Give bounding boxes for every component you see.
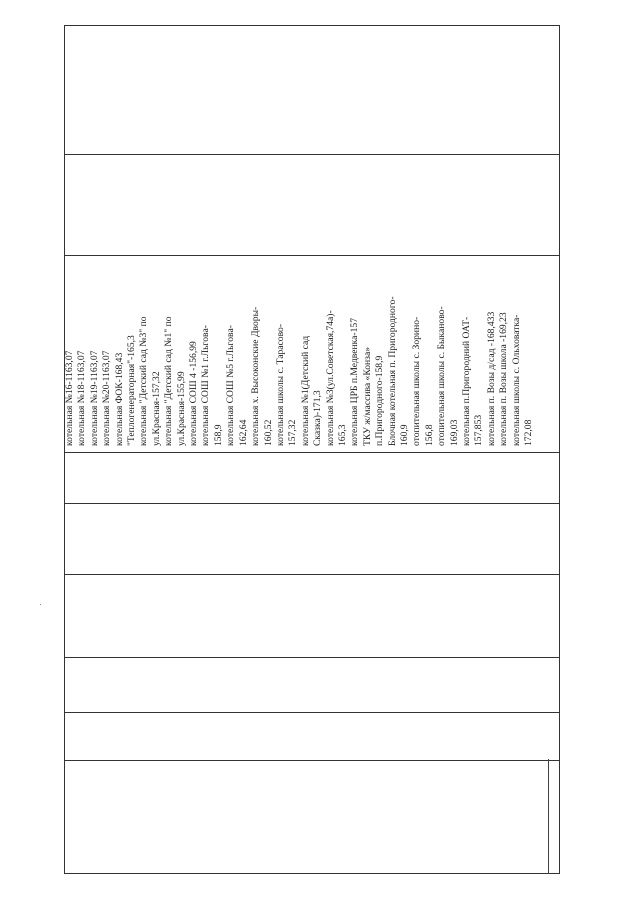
boiler-line: котельная п. Возы школа -169,23 <box>498 312 510 446</box>
boiler-line: котельная №20-1163,07 <box>101 350 113 446</box>
boiler-line: отопительная школы с. Быканово- <box>436 306 448 446</box>
boiler-line: котельная СОШ 4 -156,99 <box>188 341 200 446</box>
boiler-line: ул.Красная-157,32 <box>150 371 162 446</box>
row-divider <box>64 452 560 453</box>
boiler-line: котельная х. Высоконские Дворы- <box>250 306 262 446</box>
boiler-line: котельная школы с. Тарасово- <box>274 323 286 446</box>
boiler-line: котельная №3(ул.Советская,74а)- <box>324 310 336 446</box>
boiler-line: ТКУ ж/массива «Конза» <box>361 346 373 446</box>
row-divider <box>64 760 560 761</box>
row-divider <box>64 712 560 713</box>
boiler-line: котельная СОШ №5 г.Льгова- <box>225 325 237 446</box>
boiler-line: котельная ЦРБ п.Медвенка-157 <box>349 317 361 446</box>
row-divider <box>64 503 560 504</box>
row-divider <box>64 574 560 575</box>
boiler-list-cell <box>64 255 560 452</box>
boiler-line: котельная №18-1163,07 <box>76 350 88 446</box>
boiler-line: 157,32 <box>287 419 299 446</box>
boiler-line: котельная "Детский сад №3" по <box>138 316 150 446</box>
boiler-line: 160,9 <box>398 424 410 446</box>
boiler-line: котельная №16-1163,07 <box>64 350 75 446</box>
boiler-line: отопительная школы с. Зорино- <box>411 316 423 446</box>
boiler-line: "Теплогенераторная"-165,3 <box>126 335 138 446</box>
boiler-line: котельная "Детский сад №1" по <box>163 316 175 446</box>
boiler-line: 172,08 <box>523 419 535 446</box>
boiler-line: 165,3 <box>336 424 348 446</box>
boiler-line: 158,9 <box>212 424 224 446</box>
boiler-line: 162,64 <box>237 419 249 446</box>
column-divider <box>548 759 549 874</box>
row-divider <box>64 657 560 658</box>
boiler-line: 160,52 <box>262 419 274 446</box>
boiler-line: ул.Красная-155,99 <box>175 371 187 446</box>
boiler-line: котельная №1(Детский сад <box>299 335 311 446</box>
scan-speck <box>40 604 41 605</box>
boiler-line: котельная ФОК-168,43 <box>113 352 125 446</box>
boiler-line: Сказка)-171,3 <box>312 390 324 446</box>
boiler-line: котельная СОШ №1 г.Льгова- <box>200 325 212 446</box>
boiler-list-text <box>64 261 560 446</box>
rotated-cell-content <box>64 255 560 452</box>
boiler-line: котельная №19-1163,07 <box>88 350 100 446</box>
boiler-line: п.Пригородного-158,9 <box>374 355 386 446</box>
boiler-line: 169,03 <box>448 419 460 446</box>
boiler-line: Блочная котельная п. Пригородного- <box>386 296 398 446</box>
row-divider <box>64 154 560 155</box>
boiler-line: 157,853 <box>473 414 485 446</box>
boiler-list-lines <box>64 261 560 446</box>
boiler-line: котельная п.Пригородний ОАТ- <box>461 316 472 446</box>
boiler-line: котельная п. Возы д/сад -168,433 <box>485 311 497 446</box>
boiler-line: котельная школы с. Ольховатка- <box>510 314 522 446</box>
boiler-line: 156,8 <box>423 424 435 446</box>
